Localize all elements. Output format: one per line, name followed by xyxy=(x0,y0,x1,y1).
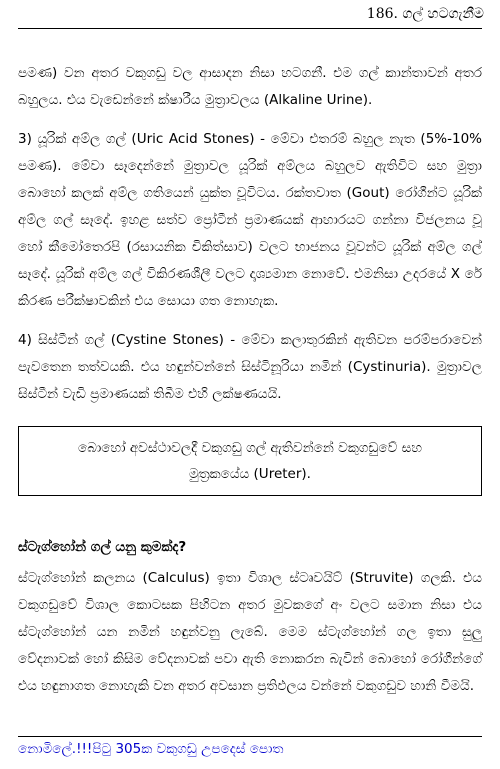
section-heading: ස්ටැග්හෝන් ගල් යනු කුමක්ද? xyxy=(18,539,187,555)
header-divider xyxy=(18,28,482,29)
footer-promo: නොමිලේ.!!!පිටු 305ක වකුගඩු උපදෙස් පොත xyxy=(18,736,482,757)
paragraph-staghorn: ස්ටැග්හෝන් කලනය (Calculus) ඉතා විශාල ස්ට්‍රුවයිට් (Struvite) ගලකි. එය වකුගඩුවේ විශාල කොටසක පිහිටන අතර මුවකගේ අං වලට සමාන නිසා එය ස්ටැග්හෝන් යන නමින් හඳුන්වනු ලැබේ. මෙම ස්ටැග්හෝන් ගල ඉතා සුලු වේදනාවක් හෝ කිසිම වේදනාවක් පවා ඇති නොකරන බැවින් බොහෝ රෝගීන්ගේ එය හඳුනාගත නොහැකි වන අතර අවසාන ප්‍රතිඵලය වන්නේ වකුගඩුව හානි වීමයි. xyxy=(18,570,482,694)
callout-line-2: මුත්‍රකයේය (Ureter). xyxy=(189,466,311,482)
page-header: 186. ගල් හටගැනීම xyxy=(366,6,484,22)
callout-line-1: බොහෝ අවස්ථාවලදී වකුගඩු ගල් ඇතිවන්නේ වකුගඩුවේ සහ xyxy=(78,440,422,456)
page-content xyxy=(18,60,482,712)
paragraph-cystine: 4) සිස්ටීන් ගල් (Cystine Stones) - මේවා කලාතුරකින් ඇතිවන පරම්පරාවෙන් පැවතෙන තත්වයකි. එය හඳුන්වන්නේ සිස්ටිනූරියා නමින් (Cystinuria). මුත්‍රාවල සිස්ටීන් වැඩි ප්‍රමාණයක් තිබීම එහි ලක්ෂණයයි. xyxy=(18,332,482,402)
paragraph-alkaline: පමණ) වන අතර වකුගඩු වල ආසාදන නිසා හටගනී. එම ගල් කාන්තාවන් අතර බහුලය. එය වැඩෙන්නේ ක්ෂාරීය මුත්‍රාවලය (Alkaline Urine). xyxy=(18,65,482,108)
paragraph-uric-acid: 3) යූරික් අම්ල ගල් (Uric Acid Stones) - මේවා එතරම් බහුල නැත (5%-10% පමණ). මේවා සෑදෙන්නේ මුත්‍රාවල යූරික් අම්ලය බහුලව ඇතිවිට සහ මුත්‍රා බොහෝ කලක් අම්ල ගතියෙන් යුක්ත වූවිටය. රක්තවාත (Gout) රෝගීන්ට යූරික් අම්ල ගල් සෑදේ. ඉහළ සත්ව ප්‍රෝටීන් ප්‍රමාණයක් ආහාරයට ගන්නා විජලනය වූ හෝ කීමෝතෙරපි (රසායනික චිකිත්සාව) වලට භාජනය වූවන්ට යූරික් අම්ල ගල් සෑදේ. යූරික් අම්ල ගල් විකිරණශීලී වලට දෘශ්‍යමාන නොවේ. එමනිසා උදරයේ X රේ කිරණ පරීක්ෂාවකින් එය සොයා ගත නොහැක. xyxy=(18,131,482,309)
callout-box xyxy=(18,426,482,496)
